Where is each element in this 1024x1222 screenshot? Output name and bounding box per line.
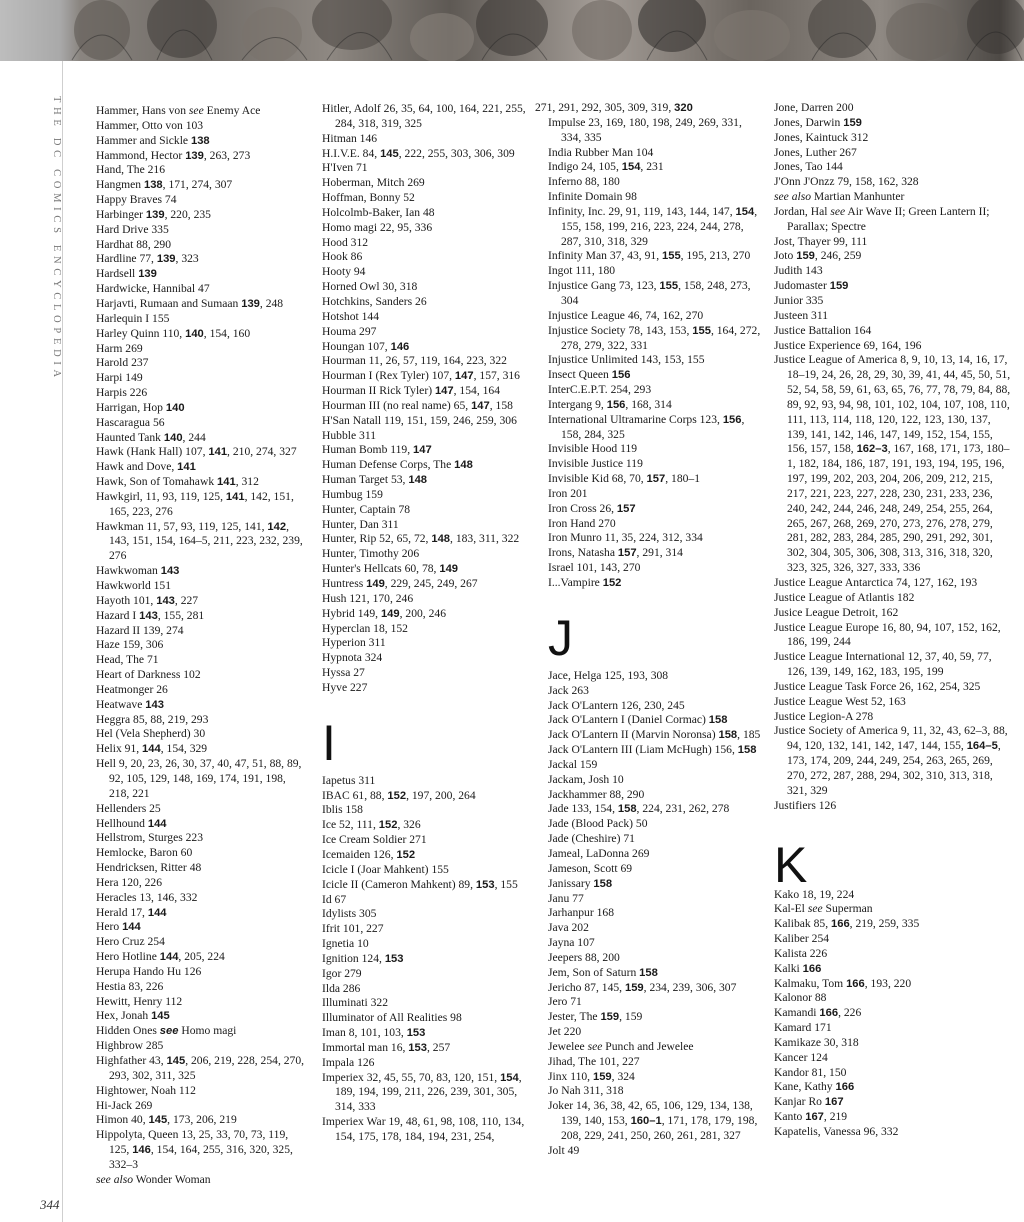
index-entry: Immortal man 16, 153, 257	[322, 1040, 451, 1054]
index-entry: Jewelee see Punch and Jewelee	[548, 1039, 694, 1053]
index-entry: Hascaragua 56	[96, 415, 165, 429]
index-entry: Inferno 88, 180	[548, 175, 620, 189]
index-entry: Justice League Task Force 26, 162, 254, 325	[774, 679, 981, 693]
index-entry: Justice Society of America 9, 11, 32, 43, 62–3, 88, 94, 120, 132, 141, 142, 147, 144, 155, 164–5, 173, 174, 209, 244, 249, 254, 263, 265, 269, 270, 272, 287, 288, 294, 302, 310, 313, 318, 321, 329	[774, 724, 1008, 797]
index-entry: Jackam, Josh 10	[548, 772, 624, 786]
index-entry: Human Bomb 119, 147	[322, 443, 432, 457]
index-entry: Hunter's Hellcats 60, 78, 149	[322, 562, 459, 576]
index-entry: Justice Battalion 164	[774, 323, 872, 337]
index-entry: Kamard 171	[774, 1021, 832, 1035]
index-entry: Jade (Cheshire) 71	[548, 832, 635, 846]
index-entry: Impulse 23, 169, 180, 198, 249, 269, 331, 334, 335	[548, 115, 742, 144]
index-entry: IBAC 61, 88, 152, 197, 200, 264	[322, 788, 476, 802]
index-entry: Kancer 124	[774, 1050, 828, 1064]
index-entry: Ifrit 101, 227	[322, 922, 384, 936]
index-entry: Houma 297	[322, 324, 377, 338]
index-entry: Hawk, Son of Tomahawk 141, 312	[96, 475, 259, 489]
index-entry: Jameal, LaDonna 269	[548, 846, 650, 860]
index-entry: Hel (Vela Shepherd) 30	[96, 727, 206, 741]
index-entry: Hypnota 324	[322, 651, 383, 665]
section-letter-k: K	[774, 836, 808, 893]
index-entry: Justice Legion-A 278	[774, 709, 874, 723]
index-entry: Id 67	[322, 892, 347, 906]
index-entry: Harley Quinn 110, 140, 154, 160	[96, 326, 251, 340]
index-entry: Heracles 13, 146, 332	[96, 890, 198, 904]
index-entry: Jack O'Lantern 126, 230, 245	[548, 698, 685, 712]
index-entry: Houngan 107, 146	[322, 339, 410, 353]
index-entry: Injustice League 46, 74, 162, 270	[548, 308, 704, 322]
index-entry: Iman 8, 101, 103, 153	[322, 1026, 426, 1040]
index-entry: Highfather 43, 145, 206, 219, 228, 254, 270, 293, 302, 311, 325	[96, 1054, 305, 1082]
index-entry: Hero 144	[96, 920, 141, 934]
index-entry: Jet 220	[548, 1025, 582, 1039]
index-entry: Jem, Son of Saturn 158	[548, 965, 658, 979]
index-entry: Hellenders 25	[96, 801, 161, 815]
index-entry: Kamandi 166, 226	[774, 1006, 862, 1020]
index-entry: Hush 121, 170, 246	[322, 591, 414, 605]
index-entry: H'San Natall 119, 151, 159, 246, 259, 306	[322, 413, 517, 427]
index-entry: Kandor 81, 150	[774, 1065, 847, 1079]
index-entry: Ignition 124, 153	[322, 951, 404, 965]
index-entry: Ignetia 10	[322, 937, 369, 951]
index-entry: Jace, Helga 125, 193, 308	[548, 668, 669, 682]
comic-characters-collage	[62, 0, 1024, 61]
index-entry: Hera 120, 226	[96, 875, 163, 889]
index-entry: Hazard II 139, 274	[96, 623, 184, 637]
index-entry: Israel 101, 143, 270	[548, 561, 641, 575]
index-entry: Hooty 94	[322, 265, 366, 279]
index-entry: Jo Nah 311, 318	[548, 1084, 624, 1098]
index-entry: Hawk (Hank Hall) 107, 141, 210, 274, 327	[96, 445, 297, 459]
index-entry: Harbinger 139, 220, 235	[96, 207, 211, 221]
index-entry: Hotshot 144	[322, 309, 380, 323]
index-entry: Jones, Darwin 159	[774, 115, 862, 129]
index-entry: Infinite Domain 98	[548, 190, 637, 204]
section-letter-i: I	[322, 714, 336, 771]
index-entry: India Rubber Man 104	[548, 145, 654, 159]
index-entry: Jack 263	[548, 683, 589, 697]
index-entry: Horned Owl 30, 318	[322, 280, 418, 294]
index-entry: Kane, Kathy 166	[774, 1080, 855, 1094]
index-entry: Hestia 83, 226	[96, 979, 164, 993]
index-entry: Hard Drive 335	[96, 222, 169, 236]
index-entry: Hero Hotline 144, 205, 224	[96, 950, 225, 964]
index-entry: Invisible Hood 119	[548, 442, 638, 456]
index-entry: Justice League of Atlantis 182	[774, 590, 915, 604]
index-entry: I...Vampire 152	[548, 576, 622, 589]
index-entry: Haze 159, 306	[96, 638, 164, 652]
index-column-2	[322, 102, 534, 1145]
index-entry: Harlequin I 155	[96, 311, 170, 325]
index-entry: Jones, Kaintuck 312	[774, 130, 869, 144]
index-entry: Happy Braves 74	[96, 193, 177, 207]
index-entry: Harm 269	[96, 341, 143, 355]
index-entry: Homo magi 22, 95, 336	[322, 220, 433, 234]
index-entry: H'Iven 71	[322, 161, 368, 175]
index-entry: Infinity Man 37, 43, 91, 155, 195, 213, 270	[548, 249, 751, 263]
index-entry: Kamikaze 30, 318	[774, 1035, 859, 1049]
index-entry: Jack O'Lantern I (Daniel Cormac) 158	[548, 713, 728, 727]
index-entry: H.I.V.E. 84, 145, 222, 255, 303, 306, 309	[322, 146, 515, 160]
index-entry: Hammer, Otto von 103	[96, 118, 204, 132]
index-entry: Kanto 167, 219	[774, 1110, 848, 1124]
index-entry: Hitler, Adolf 26, 35, 64, 100, 164, 221, 255, 284, 318, 319, 325	[322, 102, 526, 130]
index-entry: Hunter, Dan 311	[322, 517, 399, 531]
index-entry: Impala 126	[322, 1055, 375, 1069]
index-entry: Hendricksen, Ritter 48	[96, 861, 202, 875]
index-entry: Hero Cruz 254	[96, 935, 165, 949]
index-entry: Jackal 159	[548, 757, 598, 771]
index-column-4	[774, 101, 1012, 1140]
index-entry: Ingot 111, 180	[548, 264, 616, 278]
index-entry: 271, 291, 292, 305, 309, 319, 320	[535, 101, 693, 114]
index-entry: Herupa Hando Hu 126	[96, 964, 202, 978]
index-entry: Hangmen 138, 171, 274, 307	[96, 178, 233, 192]
index-entry: Indigo 24, 105, 154, 231	[548, 160, 664, 174]
index-entry: Kanjar Ro 167	[774, 1095, 844, 1109]
index-entry: Icemaiden 126, 152	[322, 847, 416, 861]
index-entry: Jero 71	[548, 995, 582, 1009]
index-entry: Hammer and Sickle 138	[96, 133, 210, 147]
index-entry: Illuminator of All Realities 98	[322, 1011, 462, 1025]
index-entry: Hyperion 311	[322, 636, 386, 650]
index-entry: Kalki 166	[774, 961, 822, 975]
index-entry: Haunted Tank 140, 244	[96, 430, 206, 444]
index-entry: Hyssa 27	[322, 666, 365, 680]
index-entry: Jone, Darren 200	[774, 101, 854, 114]
index-entry: Kalonor 88	[774, 991, 827, 1005]
index-entry: Hellhound 144	[96, 816, 167, 830]
index-entry: Imperiex War 19, 48, 61, 98, 108, 110, 134, 154, 175, 178, 184, 194, 231, 254,	[322, 1115, 525, 1143]
index-entry: Junior 335	[774, 293, 824, 307]
index-entry: Heatmonger 26	[96, 682, 168, 696]
index-entry: J'Onn J'Onzz 79, 158, 162, 328	[774, 175, 919, 189]
index-entry: Iron 201	[548, 486, 588, 500]
index-entry: Hellstrom, Sturges 223	[96, 831, 204, 845]
index-entry: Hammer, Hans von see Enemy Ace	[96, 104, 261, 117]
index-entry: Head, The 71	[96, 653, 159, 667]
index-entry: Huntress 149, 229, 245, 249, 267	[322, 577, 478, 590]
index-entry: Kapatelis, Vanessa 96, 332	[774, 1125, 899, 1138]
index-entry: Joker 14, 36, 38, 42, 65, 106, 129, 134, 138, 139, 140, 153, 160–1, 171, 178, 179, 198, 208, 229, 241, 250, 260, 261, 281, 327	[548, 1099, 758, 1142]
index-entry: Igor 279	[322, 966, 362, 980]
index-entry: Hidden Ones see Homo magi	[96, 1024, 237, 1038]
index-column-3	[535, 101, 762, 1159]
index-entry: Hyve 227	[322, 680, 368, 694]
index-entry: Jones, Tao 144	[774, 160, 843, 174]
index-entry: Injustice Society 78, 143, 153, 155, 164, 272, 278, 279, 322, 331	[548, 323, 761, 352]
index-entry: Hemlocke, Baron 60	[96, 846, 193, 860]
index-entry: Kalista 226	[774, 946, 828, 960]
index-entry: Icicle I (Joar Mahkent) 155	[322, 862, 449, 876]
index-entry: Heatwave 143	[96, 697, 164, 711]
index-entry: Jihad, The 101, 227	[548, 1054, 640, 1068]
index-entry: Human Defense Corps, The 148	[322, 458, 473, 472]
index-entry: Hammond, Hector 139, 263, 273	[96, 148, 251, 162]
index-entry: Hand, The 216	[96, 163, 166, 177]
index-entry: Hightower, Noah 112	[96, 1083, 196, 1097]
index-entry: Jade 133, 154, 158, 224, 231, 262, 278	[548, 802, 730, 816]
index-entry: Jusice League Detroit, 162	[774, 605, 899, 619]
index-entry: Holcolmb-Baker, Ian 48	[322, 205, 435, 219]
index-entry: Hunter, Timothy 206	[322, 547, 420, 561]
index-entry: Intergang 9, 156, 168, 314	[548, 397, 672, 411]
index-entry: Ice 52, 111, 152, 326	[322, 818, 421, 832]
index-entry: Hardline 77, 139, 323	[96, 252, 199, 266]
index-entry: Invisible Justice 119	[548, 457, 643, 471]
index-entry: International Ultramarine Corps 123, 156, 158, 284, 325	[548, 412, 745, 441]
index-entry: Imperiex 32, 45, 55, 70, 83, 120, 151, 154, 189, 194, 199, 211, 226, 239, 301, 305, 314, 333	[322, 1070, 522, 1114]
index-entry: Hubble 311	[322, 428, 376, 442]
index-entry: Heart of Darkness 102	[96, 668, 201, 682]
index-entry: Hex, Jonah 145	[96, 1009, 170, 1023]
index-entry: Jones, Luther 267	[774, 145, 857, 159]
index-entry: Idylists 305	[322, 907, 377, 921]
index-entry: Justice League International 12, 37, 40, 59, 77, 126, 139, 149, 162, 183, 195, 199	[774, 650, 992, 679]
index-entry: Himon 40, 145, 173, 206, 219	[96, 1113, 237, 1127]
index-entry: Hoberman, Mitch 269	[322, 176, 425, 190]
index-entry: Jarhanpur 168	[548, 906, 615, 920]
index-entry: Hourman II Rick Tyler) 147, 154, 164	[322, 384, 500, 398]
index-entry: Harrigan, Hop 140	[96, 400, 185, 414]
index-entry: Jackhammer 88, 290	[548, 787, 645, 801]
index-entry: Iron Cross 26, 157	[548, 501, 636, 515]
header-banner-illustration	[0, 0, 1024, 61]
index-entry: Hazard I 143, 155, 281	[96, 608, 205, 622]
index-entry: Hourman 11, 26, 57, 119, 164, 223, 322	[322, 354, 507, 368]
index-entry: Hell 9, 20, 23, 26, 30, 37, 40, 47, 51, 88, 89, 92, 105, 129, 148, 169, 174, 191, 198, 218, 221	[96, 757, 302, 800]
index-entry: Hitman 146	[322, 131, 378, 145]
index-entry: Harpi 149	[96, 371, 143, 385]
index-entry: Human Target 53, 148	[322, 473, 428, 487]
index-entry: Harpis 226	[96, 386, 148, 400]
index-entry: Jade (Blood Pack) 50	[548, 817, 648, 831]
index-entry: Justice League of America 8, 9, 10, 13, 14, 16, 17, 18–19, 24, 26, 28, 29, 30, 39, 41, 44, 45, 50, 51, 52, 54, 58, 59, 61, 63, 65, 76, 77, 78, 79, 84, 88, 89, 92, 93, 94, 98, 101, 102, 104, 107, 108, 110, 111, 113, 114, 118, 120, 122, 123, 130, 137, 139, 141, 142, 146, 147, 149, 152, 154, 155, 156, 157, 158, 162–3, 167, 168, 171, 173, 180–1, 182, 184, 186, 187, 191, 193, 194, 195, 196, 197, 199, 202, 203, 204, 206, 209, 212, 215, 217, 221, 223, 227, 228, 230, 231, 233, 236, 240, 242, 244, 246, 248, 249, 254, 255, 264, 265, 267, 268, 269, 270, 273, 276, 278, 279, 281, 282, 283, 284, 285, 290, 291, 292, 301, 302, 304, 305, 306, 308, 313, 316, 318, 320, 323, 325, 326, 327, 333, 336	[774, 353, 1011, 575]
index-entry: Kalmaku, Tom 166, 193, 220	[774, 976, 912, 990]
index-entry: Insect Queen 156	[548, 368, 631, 382]
index-entry: InterC.E.P.T. 254, 293	[548, 383, 652, 397]
index-entry: Illuminati 322	[322, 996, 389, 1010]
index-entry: Kaliber 254	[774, 932, 830, 946]
index-entry: Injustice Gang 73, 123, 155, 158, 248, 273, 304	[548, 279, 751, 307]
index-entry: Hyperclan 18, 152	[322, 621, 408, 635]
index-entry: Hunter, Captain 78	[322, 502, 411, 516]
index-entry: Irons, Natasha 157, 291, 314	[548, 546, 683, 560]
index-entry: Joto 159, 246, 259	[774, 249, 862, 263]
index-entry: Justifiers 126	[774, 798, 837, 812]
index-entry: Justice Experience 69, 164, 196	[774, 338, 922, 352]
section-letter-j: J	[548, 609, 573, 666]
running-head: THE DC COMICS ENCYCLOPEDIA	[51, 96, 62, 382]
index-entry: Hawkman 11, 57, 93, 119, 125, 141, 142, 143, 151, 154, 164–5, 211, 223, 232, 239, 276	[96, 519, 303, 563]
index-entry: Justice League Europe 16, 80, 94, 107, 152, 162, 186, 199, 244	[774, 620, 1001, 649]
index-entry: Injustice Unlimited 143, 153, 155	[548, 353, 705, 367]
index-entry: Iron Munro 11, 35, 224, 312, 334	[548, 531, 703, 545]
index-entry: Harold 237	[96, 356, 149, 370]
index-entry: Hawkwoman 143	[96, 564, 180, 578]
index-entry: Java 202	[548, 921, 589, 935]
index-entry: Jeepers 88, 200	[548, 950, 620, 964]
index-entry: Kako 18, 19, 224	[774, 887, 855, 901]
index-entry: see also Wonder Woman	[96, 1172, 211, 1186]
index-entry: Justice League West 52, 163	[774, 694, 906, 708]
index-entry: Jack O'Lantern III (Liam McHugh) 156, 158	[548, 743, 757, 757]
page-number: 344	[40, 1197, 60, 1212]
index-entry: Iblis 158	[322, 803, 363, 817]
index-entry: Hawk and Dove, 141	[96, 460, 196, 474]
index-entry: Judith 143	[774, 264, 823, 278]
margin-rule	[62, 61, 63, 1222]
index-column-1	[96, 104, 308, 1188]
index-entry: Invisible Kid 68, 70, 157, 180–1	[548, 472, 700, 486]
index-entry: Humbug 159	[322, 487, 383, 501]
index-entry: Hayoth 101, 143, 227	[96, 593, 199, 607]
index-entry: Hook 86	[322, 250, 363, 264]
index-entry: Kal-El see Superman	[774, 902, 873, 916]
index-entry: Iron Hand 270	[548, 516, 616, 530]
index-entry: Jost, Thayer 99, 111	[774, 234, 868, 248]
index-entry: Justeen 311	[774, 308, 828, 322]
index-entry: Ice Cream Soldier 271	[322, 833, 427, 847]
index-entry: Hunter, Rip 52, 65, 72, 148, 183, 311, 322	[322, 532, 520, 546]
index-entry: Highbrow 285	[96, 1039, 164, 1053]
index-entry: Jester, The 159, 159	[548, 1010, 643, 1024]
index-entry: Hardwicke, Hannibal 47	[96, 282, 210, 296]
index-entry: Janissary 158	[548, 876, 613, 890]
index-entry: Jack O'Lantern II (Marvin Noronsa) 158, 185	[548, 728, 761, 742]
index-entry: Helix 91, 144, 154, 329	[96, 742, 208, 756]
index-entry: Hippolyta, Queen 13, 25, 33, 70, 73, 119, 125, 146, 154, 164, 255, 316, 320, 325, 332–3	[96, 1128, 293, 1171]
index-entry: Hardhat 88, 290	[96, 237, 172, 251]
index-entry: Hardsell 139	[96, 267, 157, 281]
index-entry: Infinity, Inc. 29, 91, 119, 143, 144, 147, 154, 155, 158, 199, 216, 223, 224, 244, 278, 287, 310, 318, 329	[548, 204, 758, 248]
index-entry: Hoffman, Bonny 52	[322, 191, 415, 205]
index-entry: Hybrid 149, 149, 200, 246	[322, 606, 446, 620]
index-entry: Hawkworld 151	[96, 579, 172, 592]
index-entry: Hourman I (Rex Tyler) 107, 147, 157, 316	[322, 369, 520, 383]
index-entry: Janu 77	[548, 891, 584, 905]
index-entry: Kalibak 85, 166, 219, 259, 335	[774, 917, 920, 931]
index-entry: Jameson, Scott 69	[548, 861, 633, 875]
index-entry: Hawkgirl, 11, 93, 119, 125, 141, 142, 151, 165, 223, 276	[96, 489, 294, 518]
index-entry: Jordan, Hal see Air Wave II; Green Lantern II; Parallax; Spectre	[774, 204, 990, 233]
index-entry: Jericho 87, 145, 159, 234, 239, 306, 307	[548, 980, 737, 994]
index-entry: Hewitt, Henry 112	[96, 994, 183, 1008]
index-entry: Herald 17, 144	[96, 905, 167, 919]
index-entry: Harjavti, Rumaan and Sumaan 139, 248	[96, 296, 284, 310]
index-entry: Heggra 85, 88, 219, 293	[96, 712, 209, 726]
index-entry: Justice League Antarctica 74, 127, 162, 193	[774, 576, 978, 589]
index-entry: Jinx 110, 159, 324	[548, 1069, 635, 1083]
index-entry: see also Martian Manhunter	[774, 190, 905, 204]
index-entry: Ilda 286	[322, 981, 361, 995]
index-entry: Hood 312	[322, 235, 369, 249]
index-entry: Judomaster 159	[774, 279, 849, 293]
index-entry: Hotchkins, Sanders 26	[322, 294, 427, 308]
index-entry: Iapetus 311	[322, 773, 376, 787]
index-entry: Jolt 49	[548, 1143, 580, 1157]
index-entry: Hourman III (no real name) 65, 147, 158	[322, 398, 513, 412]
index-entry: Icicle II (Cameron Mahkent) 89, 153, 155	[322, 877, 518, 891]
index-entry: Jayna 107	[548, 936, 595, 950]
index-entry: Hi-Jack 269	[96, 1098, 153, 1112]
